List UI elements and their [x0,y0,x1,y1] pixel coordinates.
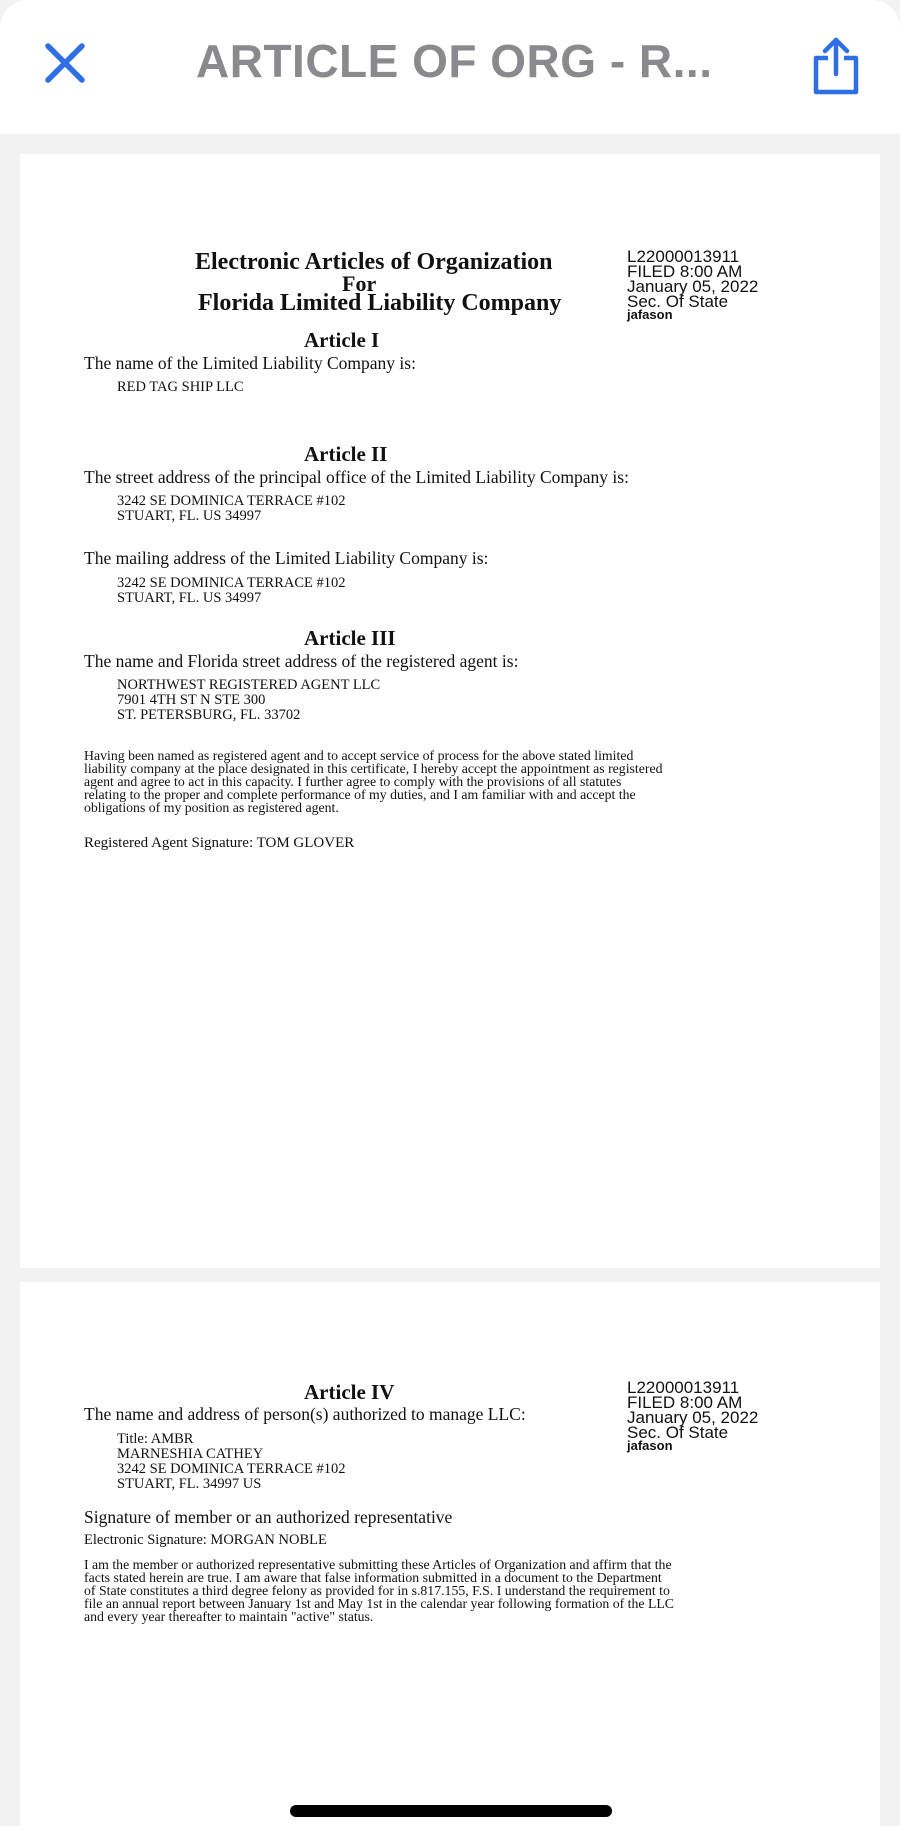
mailing-address-line: STUART, FL. US 34997 [117,590,262,606]
header-line-3: Florida Limited Liability Company [198,290,562,316]
manager-text: The name and address of person(s) authorized to manage LLC: [84,1404,526,1424]
article-1-text: The name of the Limited Liability Company is: [84,353,416,373]
home-indicator[interactable] [290,1805,612,1817]
share-icon [810,36,862,96]
principal-address-line: STUART, FL. US 34997 [117,508,262,524]
stamp-filed: FILED 8:00 AM [627,262,743,281]
close-button[interactable] [42,40,88,86]
mailing-address-text: The mailing address of the Limited Liability Company is: [84,548,489,568]
article-4-heading: Article IV [304,1380,395,1404]
agent-address-line: ST. PETERSBURG, FL. 33702 [117,707,301,723]
document-title: ARTICLE OF ORG - R... [196,35,713,87]
article-2-heading: Article II [304,442,388,466]
principal-address-text: The street address of the principal office of the Limited Liability Company is: [84,467,629,487]
stamp-date: January 05, 2022 [627,1408,759,1427]
company-name: RED TAG SHIP LLC [117,379,244,395]
acceptance-paragraph-line: agent and agree to act in this capacity. I further agree to comply with the provisions of all statutes [84,774,622,789]
share-button[interactable] [810,36,862,96]
electronic-signature: Electronic Signature: MORGAN NOBLE [84,1532,327,1548]
affirmation-paragraph-line: I am the member or authorized representative submitting these Articles of Organization and affirm that the [84,1557,672,1572]
close-icon [42,40,88,86]
registered-agent-text: The name and Florida street address of the registered agent is: [84,651,519,671]
stamp-filed: FILED 8:00 AM [627,1393,743,1412]
affirmation-paragraph-line: facts stated herein are true. I am aware that false information submitted in a document to the Department [84,1570,662,1585]
stamp-office: Sec. Of State [627,1423,729,1442]
manager-line: STUART, FL. 34997 US [117,1476,262,1492]
top-navigation-bar [0,0,900,134]
principal-address-line: 3242 SE DOMINICA TERRACE #102 [117,493,346,509]
manager-line: Title: AMBR [117,1431,194,1447]
signature-heading: Signature of member or an authorized representative [84,1507,453,1527]
document-page-2[interactable] [20,1282,880,1826]
mailing-address-line: 3242 SE DOMINICA TERRACE #102 [117,575,346,591]
header-line-2: For [342,271,377,296]
header-line-1: Electronic Articles of Organization [195,249,553,275]
manager-line: MARNESHIA CATHEY [117,1446,264,1462]
stamp-clerk: jafason [627,307,673,322]
filing-stamp [627,249,758,321]
manager-line: 3242 SE DOMINICA TERRACE #102 [117,1461,346,1477]
acceptance-paragraph-line: Having been named as registered agent and to accept service of process for the above stated limited [84,748,634,763]
stamp-doc-number: L22000013911 [627,1378,740,1397]
filing-stamp [627,1380,758,1452]
stamp-clerk: jafason [627,1438,673,1453]
affirmation-paragraph-line: and every year thereafter to maintain "active" status. [84,1609,374,1624]
agent-address-line: NORTHWEST REGISTERED AGENT LLC [117,677,381,693]
affirmation-paragraph-line: of State constitutes a third degree felony as provided for in s.817.155, F.S. I understand the requirement to [84,1583,670,1598]
document-page-1[interactable] [20,154,880,1268]
article-3-heading: Article III [304,626,396,650]
stamp-office: Sec. Of State [627,292,729,311]
acceptance-paragraph-line: relating to the proper and complete performance of my duties, and I am familiar with and accept the [84,787,636,802]
affirmation-paragraph-line: file an annual report between January 1st and May 1st in the calendar year following formation of the LLC [84,1596,675,1611]
stamp-doc-number: L22000013911 [627,247,740,266]
article-1-heading: Article I [304,328,380,352]
registered-agent-signature: Registered Agent Signature: TOM GLOVER [84,835,355,851]
stamp-date: January 05, 2022 [627,277,759,296]
agent-address-line: 7901 4TH ST N STE 300 [117,692,266,708]
acceptance-paragraph-line: liability company at the place designated in this certificate, I hereby accept the appointment as registered [84,761,663,776]
acceptance-paragraph-line: obligations of my position as registered agent. [84,800,339,815]
